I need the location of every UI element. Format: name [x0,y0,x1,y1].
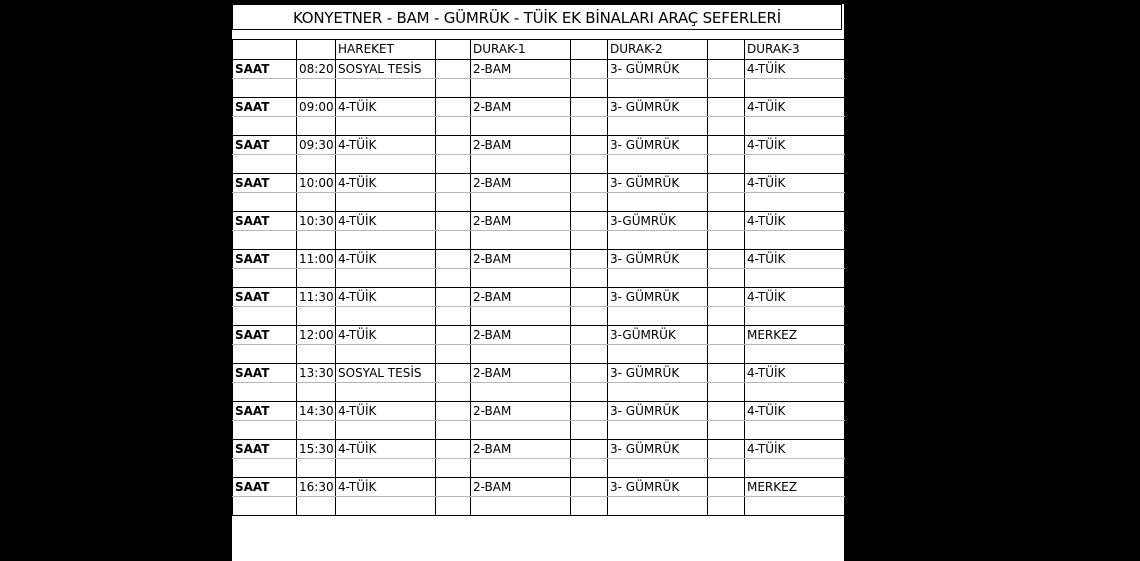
empty-cell[interactable] [297,458,336,477]
empty-cell[interactable] [233,420,297,439]
empty-cell[interactable] [436,401,471,420]
time-cell[interactable]: 10:00 [297,173,336,192]
empty-cell[interactable] [608,78,708,97]
empty-cell[interactable] [436,192,471,211]
saat-label-cell[interactable]: SAAT [233,363,297,382]
time-cell[interactable]: 09:00 [297,97,336,116]
durak-3-cell[interactable]: 4-TÜİK [745,59,845,78]
durak-2-cell[interactable]: 3- GÜMRÜK [608,135,708,154]
sheet-title: KONYETNER - BAM - GÜMRÜK - TÜİK EK BİNALARI ARAÇ SEFERLERİ [232,4,842,30]
empty-cell[interactable] [436,154,471,173]
empty-cell[interactable] [336,116,436,135]
header-cell[interactable] [708,40,745,59]
time-cell[interactable]: 12:00 [297,325,336,344]
empty-cell[interactable] [336,192,436,211]
durak-2-cell[interactable]: 3- GÜMRÜK [608,363,708,382]
saat-label-cell[interactable]: SAAT [233,211,297,230]
empty-cell[interactable] [571,496,608,515]
blank-row [233,78,845,97]
empty-cell[interactable] [336,230,436,249]
empty-cell[interactable] [336,458,436,477]
durak-2-cell[interactable]: 3- GÜMRÜK [608,477,708,496]
empty-cell[interactable] [708,268,745,287]
empty-cell[interactable] [471,382,571,401]
empty-cell[interactable] [471,496,571,515]
empty-cell[interactable] [436,306,471,325]
saat-label-cell[interactable]: SAAT [233,477,297,496]
header-cell[interactable] [436,40,471,59]
empty-cell[interactable] [708,230,745,249]
empty-cell[interactable] [571,458,608,477]
saat-label-cell[interactable]: SAAT [233,173,297,192]
empty-cell[interactable] [471,230,571,249]
durak-2-cell[interactable]: 3- GÜMRÜK [608,401,708,420]
empty-cell[interactable] [608,192,708,211]
empty-cell[interactable] [297,344,336,363]
durak-2-cell[interactable]: 3- GÜMRÜK [608,287,708,306]
durak-2-cell[interactable]: 3- GÜMRÜK [608,59,708,78]
empty-cell[interactable] [436,211,471,230]
empty-cell[interactable] [708,363,745,382]
hareket-cell[interactable]: 4-TÜİK [336,97,436,116]
empty-cell[interactable] [571,59,608,78]
empty-cell[interactable] [571,268,608,287]
empty-cell[interactable] [608,306,708,325]
empty-cell[interactable] [436,496,471,515]
saat-label-cell[interactable]: SAAT [233,439,297,458]
empty-cell[interactable] [297,268,336,287]
durak-1-cell[interactable]: 2-BAM [471,97,571,116]
table-row [233,249,845,268]
empty-cell[interactable] [436,59,471,78]
empty-cell[interactable] [233,306,297,325]
empty-cell[interactable] [708,439,745,458]
empty-cell[interactable] [571,306,608,325]
empty-cell[interactable] [708,458,745,477]
durak-1-cell[interactable]: 2-BAM [471,135,571,154]
saat-label-cell[interactable]: SAAT [233,325,297,344]
empty-cell[interactable] [471,78,571,97]
table-row [233,439,845,458]
empty-cell[interactable] [297,382,336,401]
durak-3-cell[interactable]: 4-TÜİK [745,363,845,382]
blank-row [233,154,845,173]
empty-cell[interactable] [708,306,745,325]
empty-cell[interactable] [571,173,608,192]
empty-cell[interactable] [471,192,571,211]
empty-cell[interactable] [436,344,471,363]
empty-cell[interactable] [571,154,608,173]
blank-row [233,420,845,439]
empty-cell[interactable] [336,78,436,97]
table-row [233,363,845,382]
time-cell[interactable]: 15:30 [297,439,336,458]
empty-cell[interactable] [233,230,297,249]
time-cell[interactable]: 13:30 [297,363,336,382]
empty-cell[interactable] [471,420,571,439]
empty-cell[interactable] [471,344,571,363]
empty-cell[interactable] [708,382,745,401]
empty-cell[interactable] [436,420,471,439]
durak-2-cell[interactable]: 3- GÜMRÜK [608,97,708,116]
empty-cell[interactable] [608,458,708,477]
hareket-cell[interactable]: 4-TÜİK [336,135,436,154]
header-cell[interactable] [297,40,336,59]
schedule-table [232,40,845,516]
empty-cell[interactable] [436,230,471,249]
time-cell[interactable]: 16:30 [297,477,336,496]
empty-cell[interactable] [608,420,708,439]
table-row [233,97,845,116]
empty-cell[interactable] [571,135,608,154]
blank-row [233,458,845,477]
empty-cell[interactable] [233,268,297,287]
empty-cell[interactable] [608,496,708,515]
empty-cell[interactable] [745,230,845,249]
empty-cell[interactable] [571,78,608,97]
durak-1-cell[interactable]: 2-BAM [471,439,571,458]
hareket-cell[interactable]: 4-TÜİK [336,325,436,344]
durak-1-cell[interactable]: 2-BAM [471,287,571,306]
hareket-cell[interactable]: SOSYAL TESİS [336,363,436,382]
empty-cell[interactable] [436,439,471,458]
empty-cell[interactable] [708,287,745,306]
durak-3-cell[interactable]: 4-TÜİK [745,249,845,268]
header-cell[interactable]: HAREKET [336,40,436,59]
empty-cell[interactable] [571,249,608,268]
empty-cell[interactable] [708,401,745,420]
empty-cell[interactable] [336,268,436,287]
blank-row [233,116,845,135]
empty-cell[interactable] [233,154,297,173]
empty-cell[interactable] [336,420,436,439]
hareket-cell[interactable]: 4-TÜİK [336,249,436,268]
empty-cell[interactable] [745,496,845,515]
header-cell[interactable]: DURAK-3 [745,40,845,59]
empty-cell[interactable] [297,116,336,135]
empty-cell[interactable] [436,97,471,116]
empty-cell[interactable] [471,268,571,287]
empty-cell[interactable] [571,192,608,211]
empty-cell[interactable] [571,287,608,306]
empty-cell[interactable] [336,382,436,401]
empty-cell[interactable] [708,249,745,268]
empty-cell[interactable] [297,230,336,249]
table-row [233,325,845,344]
durak-1-cell[interactable]: 2-BAM [471,173,571,192]
empty-cell[interactable] [608,344,708,363]
empty-cell[interactable] [471,154,571,173]
empty-cell[interactable] [571,382,608,401]
empty-cell[interactable] [608,382,708,401]
empty-cell[interactable] [297,192,336,211]
empty-cell[interactable] [233,496,297,515]
table-row [233,211,845,230]
empty-cell[interactable] [233,382,297,401]
empty-cell[interactable] [708,173,745,192]
blank-row [233,230,845,249]
empty-cell[interactable] [708,154,745,173]
hareket-cell[interactable]: 4-TÜİK [336,477,436,496]
table-row [233,173,845,192]
empty-cell[interactable] [233,116,297,135]
durak-2-cell[interactable]: 3-GÜMRÜK [608,325,708,344]
empty-cell[interactable] [436,325,471,344]
empty-cell[interactable] [745,306,845,325]
empty-cell[interactable] [708,420,745,439]
durak-1-cell[interactable]: 2-BAM [471,363,571,382]
durak-3-cell[interactable]: 4-TÜİK [745,173,845,192]
durak-1-cell[interactable]: 2-BAM [471,325,571,344]
durak-3-cell[interactable]: 4-TÜİK [745,97,845,116]
empty-cell[interactable] [708,344,745,363]
empty-cell[interactable] [571,420,608,439]
blank-row [233,268,845,287]
empty-cell[interactable] [571,363,608,382]
durak-3-cell[interactable]: 4-TÜİK [745,287,845,306]
durak-3-cell[interactable]: MERKEZ [745,325,845,344]
hareket-cell[interactable]: 4-TÜİK [336,211,436,230]
blank-row [233,382,845,401]
hareket-cell[interactable]: SOSYAL TESİS [336,59,436,78]
empty-cell[interactable] [745,458,845,477]
hareket-cell[interactable]: 4-TÜİK [336,287,436,306]
blank-row [233,344,845,363]
time-cell[interactable]: 11:00 [297,249,336,268]
empty-cell[interactable] [571,230,608,249]
empty-cell[interactable] [233,458,297,477]
empty-cell[interactable] [297,154,336,173]
empty-cell[interactable] [336,496,436,515]
saat-label-cell[interactable]: SAAT [233,97,297,116]
header-cell[interactable]: DURAK-2 [608,40,708,59]
durak-1-cell[interactable]: 2-BAM [471,59,571,78]
empty-cell[interactable] [297,306,336,325]
empty-cell[interactable] [436,363,471,382]
time-cell[interactable]: 11:30 [297,287,336,306]
saat-label-cell[interactable]: SAAT [233,135,297,154]
header-row [233,40,845,59]
durak-1-cell[interactable]: 2-BAM [471,401,571,420]
empty-cell[interactable] [571,325,608,344]
empty-cell[interactable] [708,59,745,78]
hareket-cell[interactable]: 4-TÜİK [336,173,436,192]
empty-cell[interactable] [571,477,608,496]
durak-2-cell[interactable]: 3- GÜMRÜK [608,249,708,268]
empty-cell[interactable] [708,97,745,116]
empty-cell[interactable] [571,116,608,135]
empty-cell[interactable] [233,192,297,211]
empty-cell[interactable] [436,287,471,306]
table-row [233,59,845,78]
empty-cell[interactable] [745,192,845,211]
empty-cell[interactable] [745,154,845,173]
blank-row [233,496,845,515]
header-cell[interactable] [571,40,608,59]
empty-cell[interactable] [708,135,745,154]
durak-1-cell[interactable]: 2-BAM [471,249,571,268]
table-row [233,135,845,154]
empty-cell[interactable] [745,116,845,135]
hareket-cell[interactable]: 4-TÜİK [336,439,436,458]
durak-3-cell[interactable]: 4-TÜİK [745,401,845,420]
empty-cell[interactable] [471,306,571,325]
empty-cell[interactable] [336,306,436,325]
durak-3-cell[interactable]: 4-TÜİK [745,135,845,154]
empty-cell[interactable] [571,439,608,458]
empty-cell[interactable] [436,135,471,154]
blank-row [233,192,845,211]
empty-cell[interactable] [708,192,745,211]
table-row [233,401,845,420]
empty-cell[interactable] [436,477,471,496]
time-cell[interactable]: 08:20 [297,59,336,78]
empty-cell[interactable] [336,154,436,173]
empty-cell[interactable] [571,344,608,363]
empty-cell[interactable] [471,116,571,135]
empty-cell[interactable] [608,230,708,249]
empty-cell[interactable] [608,116,708,135]
empty-cell[interactable] [436,458,471,477]
empty-cell[interactable] [571,97,608,116]
header-cell[interactable] [233,40,297,59]
durak-2-cell[interactable]: 3- GÜMRÜK [608,439,708,458]
empty-cell[interactable] [297,78,336,97]
empty-cell[interactable] [233,78,297,97]
durak-2-cell[interactable]: 3- GÜMRÜK [608,173,708,192]
empty-cell[interactable] [608,268,708,287]
empty-cell[interactable] [336,344,436,363]
empty-cell[interactable] [436,116,471,135]
blank-row [233,306,845,325]
table-row [233,287,845,306]
durak-1-cell[interactable]: 2-BAM [471,211,571,230]
time-cell[interactable]: 14:30 [297,401,336,420]
empty-cell[interactable] [233,344,297,363]
hareket-cell[interactable]: 4-TÜİK [336,401,436,420]
empty-cell[interactable] [708,116,745,135]
empty-cell[interactable] [471,458,571,477]
empty-cell[interactable] [608,154,708,173]
empty-cell[interactable] [436,78,471,97]
empty-cell[interactable] [745,268,845,287]
empty-cell[interactable] [745,382,845,401]
empty-cell[interactable] [708,78,745,97]
durak-3-cell[interactable]: MERKEZ [745,477,845,496]
empty-cell[interactable] [571,401,608,420]
durak-1-cell[interactable]: 2-BAM [471,477,571,496]
empty-cell[interactable] [436,268,471,287]
empty-cell[interactable] [297,420,336,439]
empty-cell[interactable] [745,78,845,97]
saat-label-cell[interactable]: SAAT [233,287,297,306]
empty-cell[interactable] [436,173,471,192]
empty-cell[interactable] [571,211,608,230]
empty-cell[interactable] [745,420,845,439]
header-cell[interactable]: DURAK-1 [471,40,571,59]
empty-cell[interactable] [436,382,471,401]
empty-cell[interactable] [745,344,845,363]
empty-cell[interactable] [708,477,745,496]
empty-cell[interactable] [436,249,471,268]
empty-cell[interactable] [708,496,745,515]
durak-2-cell[interactable]: 3-GÜMRÜK [608,211,708,230]
saat-label-cell[interactable]: SAAT [233,401,297,420]
durak-3-cell[interactable]: 4-TÜİK [745,211,845,230]
saat-label-cell[interactable]: SAAT [233,59,297,78]
durak-3-cell[interactable]: 4-TÜİK [745,439,845,458]
saat-label-cell[interactable]: SAAT [233,249,297,268]
time-cell[interactable]: 10:30 [297,211,336,230]
empty-cell[interactable] [297,496,336,515]
table-row [233,477,845,496]
empty-cell[interactable] [708,211,745,230]
time-cell[interactable]: 09:30 [297,135,336,154]
empty-cell[interactable] [708,325,745,344]
